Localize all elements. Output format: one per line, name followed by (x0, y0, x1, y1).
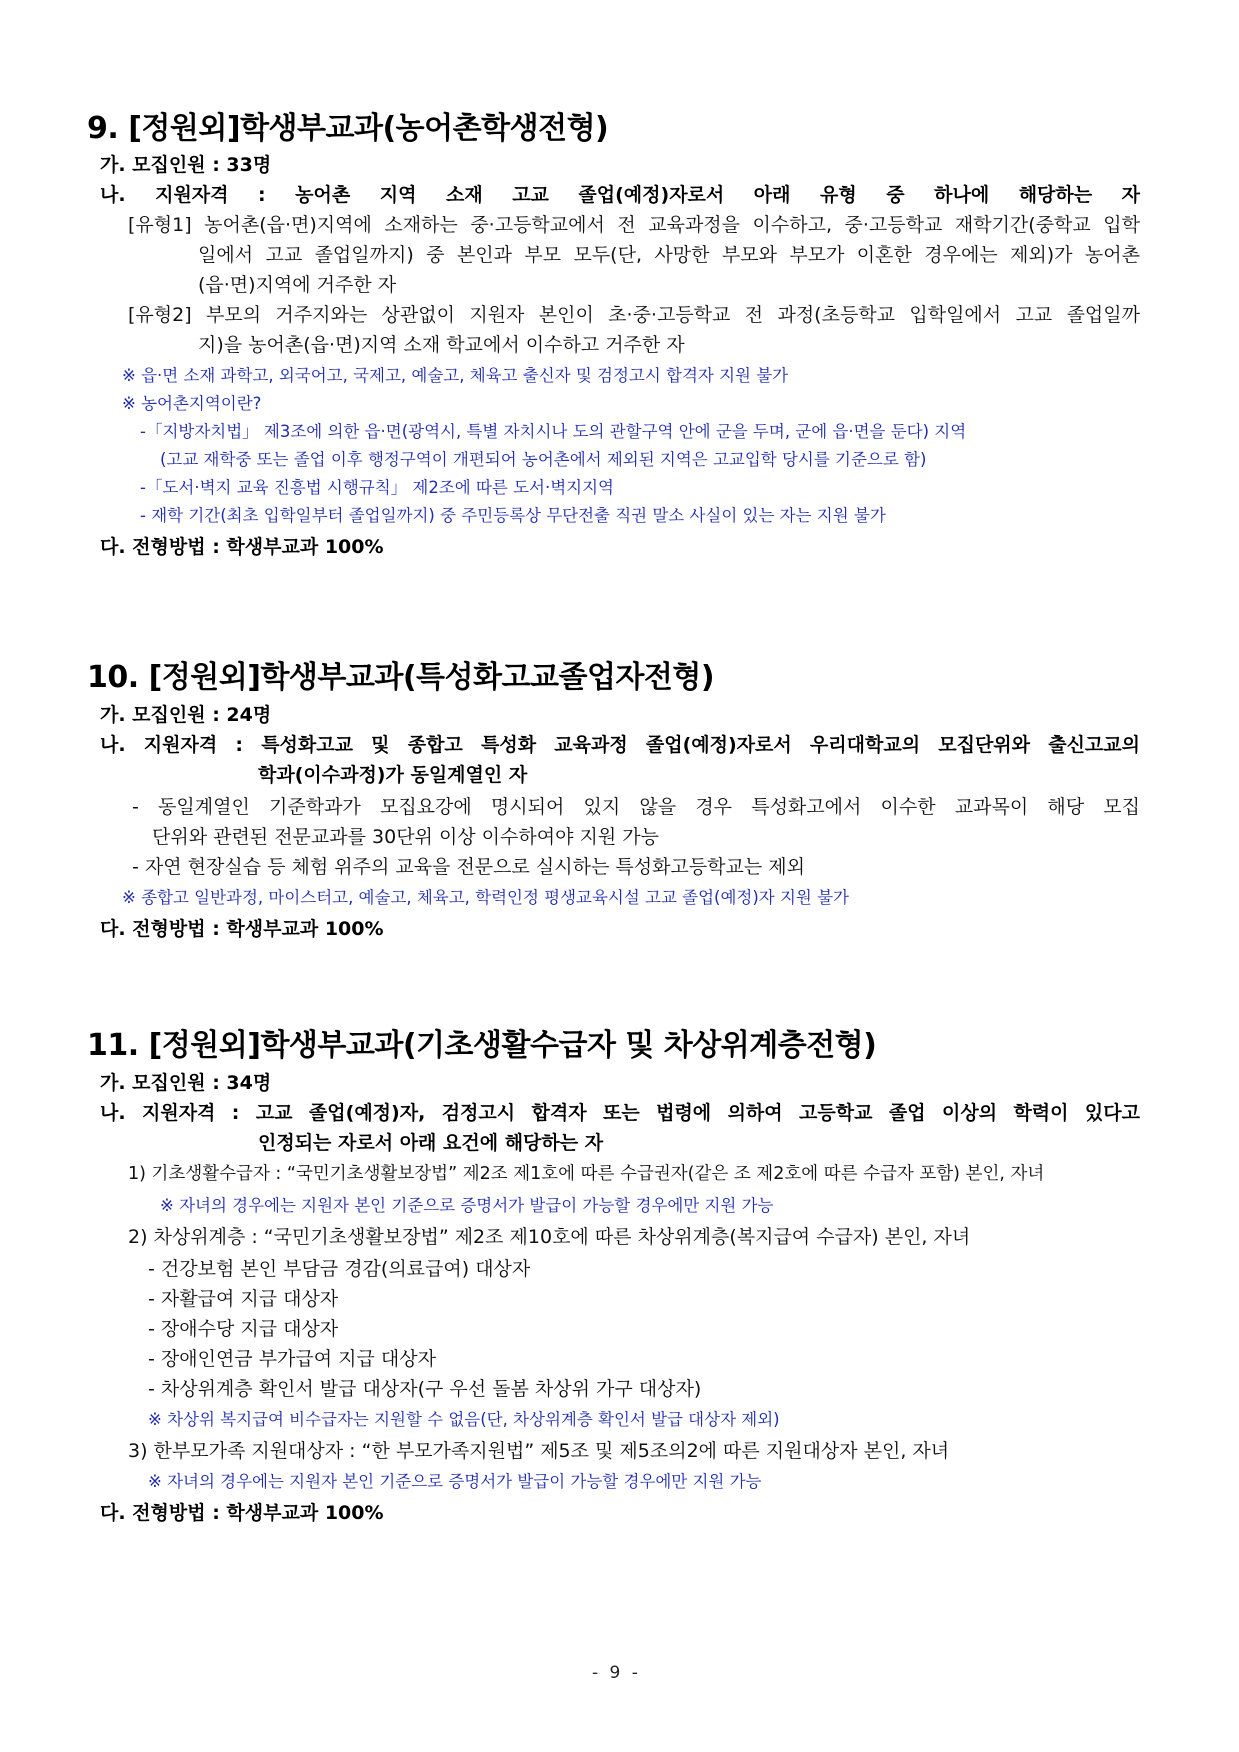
section-9-quota: 가. 모집인원 : 33명 (100, 154, 272, 176)
section-11-item2: 2) 차상위계층 : “국민기초생활보장법” 제2조 제10호에 따른 차상위계층(복지급여 수급자) 본인, 자녀 (128, 1226, 971, 1248)
section-9-note-island-remote: -「도서·벽지 교육 진흥법 시행규칙」 제2조에 따른 도서·벽지지역 (140, 478, 614, 497)
section-10-title: 10. [정원외]학생부교과(특성화고교졸업자전형) (87, 660, 715, 695)
section-9-type1-line3: (읍·면)지역에 거주한 자 (198, 274, 397, 296)
section-10-qualification-line2: 학과(이수과정)가 동일계열인 자 (258, 764, 528, 786)
section-11-item1: 1) 기초생활수급자 : “국민기초생활보장법” 제2조 제1호에 따른 수급권자(같은 조 제2호에 따른 수급자 포함) 본인, 자녀 (128, 1164, 1045, 1184)
section-11-title: 11. [정원외]학생부교과(기초생활수급자 및 차상위계층전형) (87, 1028, 877, 1063)
section-9-note-admin-district: (고교 재학중 또는 졸업 이후 행정구역이 개편되어 농어촌에서 제외된 지역은 고교입학 당시를 기준으로 함) (160, 450, 927, 469)
section-11-sub5: - 차상위계층 확인서 발급 대상자(구 우선 돌봄 차상위 가구 대상자) (148, 1378, 702, 1400)
section-10-method: 다. 전형방법 : 학생부교과 100% (100, 918, 384, 940)
section-11-sub1: - 건강보험 본인 부담금 경감(의료급여) 대상자 (148, 1258, 531, 1280)
section-10-item2: - 자연 현장실습 등 체험 위주의 교육을 전문으로 실시하는 특성화고등학교는 제외 (132, 856, 805, 878)
section-11-sub3: - 장애수당 지급 대상자 (148, 1318, 339, 1340)
section-9-note-local-autonomy-act: -「지방자치법」 제3조에 의한 읍·면(광역시, 특별 자치시나 도의 관할구역 안에 군을 두며, 군에 읍·면을 둔다) 지역 (140, 422, 967, 441)
section-11-sub2: - 자활급여 지급 대상자 (148, 1288, 339, 1310)
section-11-quota: 가. 모집인원 : 34명 (100, 1072, 272, 1094)
section-10-note-exclusion: ※ 종합고 일반과정, 마이스터고, 예술고, 체육고, 학력인정 평생교육시설 고교 졸업(예정)자 지원 불가 (122, 888, 849, 907)
section-11-qualification-line2: 인정되는 자로서 아래 요건에 해당하는 자 (258, 1132, 604, 1154)
section-10-qualification-line1: 나. 지원자격 : 특성화고교 및 종합고 특성화 교육과정 졸업(예정)자로서 우리대학교의 모집단위와 출신고교의 (100, 734, 1140, 756)
section-9-note-residency: - 재학 기간(최초 입학일부터 졸업일까지) 중 주민등록상 무단전출 직권 말소 사실이 있는 자는 지원 불가 (140, 506, 886, 525)
section-9-type1-line2: 일에서 고교 졸업일까지) 중 본인과 부모 모두(단, 사망한 부모와 부모가 이혼한 경우에는 제외)가 농어촌 (198, 244, 1140, 266)
section-11-note2: ※ 차상위 복지급여 비수급자는 지원할 수 없음(단, 차상위계층 확인서 발급 대상자 제외) (148, 1410, 780, 1429)
section-11-method: 다. 전형방법 : 학생부교과 100% (100, 1502, 384, 1524)
section-10-item1-line2: 단위와 관련된 전문교과를 30단위 이상 이수하여야 지원 가능 (152, 826, 659, 848)
section-11-note3: ※ 자녀의 경우에는 지원자 본인 기준으로 증명서가 발급이 가능할 경우에만 지원 가능 (148, 1472, 762, 1491)
section-9-method: 다. 전형방법 : 학생부교과 100% (100, 536, 384, 558)
section-10-quota: 가. 모집인원 : 24명 (100, 704, 272, 726)
page-number: - 9 - (592, 1663, 641, 1683)
section-9-title: 9. [정원외]학생부교과(농어촌학생전형) (87, 111, 609, 146)
section-9-type2-line1: [유형2] 부모의 거주지와는 상관없이 지원자 본인이 초·중·고등학교 전 과정(초등학교 입학일에서 고교 졸업일까 (128, 304, 1140, 326)
section-10-item1-line1: - 동일계열인 기준학과가 모집요강에 명시되어 있지 않을 경우 특성화고에서 이수한 교과목이 해당 모집 (132, 796, 1140, 818)
section-9-note-rural-definition: ※ 농어촌지역이란? (122, 394, 262, 413)
section-11-item3: 3) 한부모가족 지원대상자 : “한 부모가족지원법” 제5조 및 제5조의2에 따른 지원대상자 본인, 자녀 (128, 1440, 950, 1462)
section-11-sub4: - 장애인연금 부가급여 지급 대상자 (148, 1348, 436, 1370)
section-9-type2-line2: 지)을 농어촌(읍·면)지역 소재 학교에서 이수하고 거주한 자 (198, 334, 685, 356)
section-11-qualification-line1: 나. 지원자격 : 고교 졸업(예정)자, 검정고시 합격자 또는 법령에 의하여 고등학교 졸업 이상의 학력이 있다고 (100, 1102, 1140, 1124)
section-9-type1-line1: [유형1] 농어촌(읍·면)지역에 소재하는 중·고등학교에서 전 교육과정을 이수하고, 중·고등학교 재학기간(중학교 입학 (128, 214, 1140, 236)
section-9-qualification: 나. 지원자격 : 농어촌 지역 소재 고교 졸업(예정)자로서 아래 유형 중 하나에 해당하는 자 (100, 184, 1140, 206)
section-11-note1: ※ 자녀의 경우에는 지원자 본인 기준으로 증명서가 발급이 가능할 경우에만 지원 가능 (160, 1196, 774, 1215)
section-9-note-exclusion: ※ 읍·면 소재 과학고, 외국어고, 국제고, 예술고, 체육고 출신자 및 검정고시 합격자 지원 불가 (122, 366, 789, 385)
